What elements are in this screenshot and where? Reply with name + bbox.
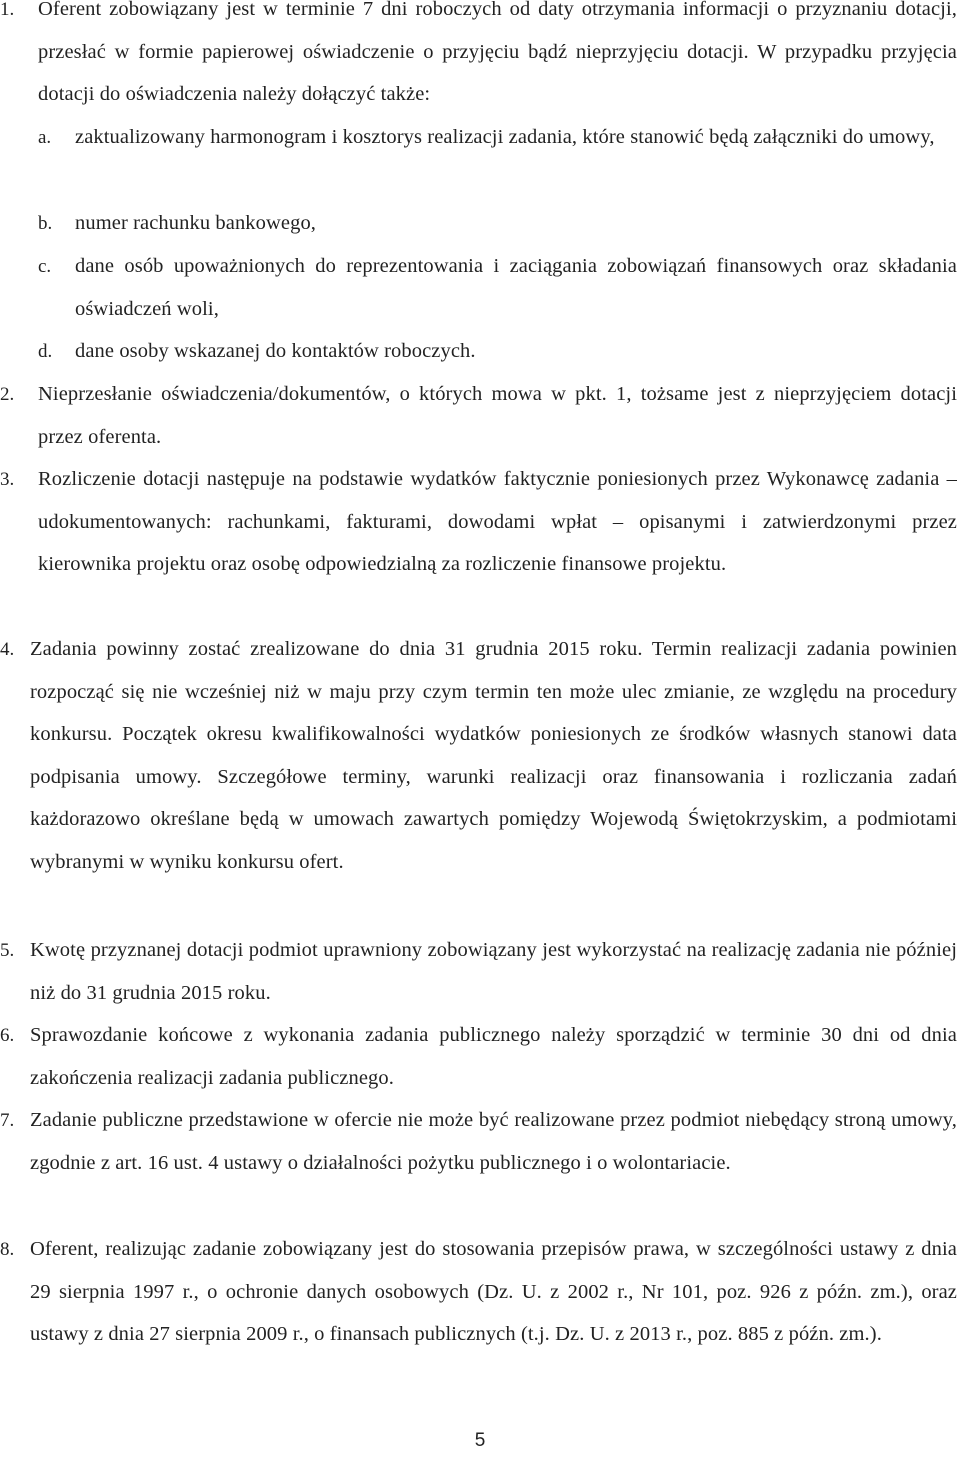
item-number: 2. [0,384,15,405]
item-text: Zadanie publiczne przedstawione w ofercie nie może być realizowane przez podmiot niebędący stroną umowy, zgodnie z art. 16 ust. 4 ustawy o działalności pożytku publicznego i o wolontariacie. [30,1109,957,1174]
item-text: Zadania powinny zostać zrealizowane do dnia 31 grudnia 2015 roku. Termin realizacji zadania powinien rozpocząć się nie wcześniej niż w maju przy czym termin ten może ulec zmianie, ze względu na procedury konkursu. Początek okresu kwalifikowalności wydatków poniesionych ze środków własnych stanowi data podpisania umowy. Szczegółowe terminy, warunki realizacji oraz finansowania i rozliczania zadań każdorazowo określane będą w umowach zawartych pomiędzy Wojewodą Świętokrzyskim, a podmiotami wybranymi w wyniku konkursu ofert. [30,638,957,873]
item-text: Kwotę przyznanej dotacji podmiot uprawniony zobowiązany jest wykorzystać na realizację zadania nie później niż do 31 grudnia 2015 roku. [30,939,957,1004]
item-letter: d. [38,341,53,362]
item-text: dane osoby wskazanej do kontaktów roboczych. [75,340,476,362]
item-text: Rozliczenie dotacji następuje na podstawie wydatków faktycznie poniesionych przez Wykonawcę zadania – udokumentowanych: rachunkami, fakturami, dowodami wpłat – opisanymi i zatwierdzonymi przez kierownika projektu oraz osobę odpowiedzialną za rozliczenie finansowe projektu. [38,468,957,576]
item-number: 1. [0,0,15,20]
item-number: 3. [0,469,15,490]
item-text: Sprawozdanie końcowe z wykonania zadania publicznego należy sporządzić w terminie 30 dni od dnia zakończenia realizacji zadania publicznego. [30,1024,957,1089]
item-text: numer rachunku bankowego, [75,212,317,234]
item-letter: a. [38,127,52,148]
item-letter: b. [38,213,53,234]
item-number: 6. [0,1025,15,1046]
item-text: zaktualizowany harmonogram i kosztorys realizacji zadania, które stanowić będą załączniki do umowy, [75,126,935,148]
item-text: Oferent zobowiązany jest w terminie 7 dni roboczych od daty otrzymania informacji o przyznaniu dotacji, przesłać w formie papierowej oświadczenie o przyjęciu bądź nieprzyjęciu dotacji. W przypadku przyjęcia dotacji do oświadczenia należy dołączyć także: [38,0,957,106]
item-letter: c. [38,256,52,277]
item-number: 7. [0,1110,15,1131]
page-number: 5 [474,1430,486,1451]
item-text: Nieprzesłanie oświadczenia/dokumentów, o których mowa w pkt. 1, tożsame jest z nieprzyjęciem dotacji przez oferenta. [38,383,957,448]
item-number: 4. [0,639,15,660]
item-number: 8. [0,1239,15,1260]
item-text: Oferent, realizując zadanie zobowiązany jest do stosowania przepisów prawa, w szczególności ustawy z dnia 29 sierpnia 1997 r., o ochronie danych osobowych (Dz. U. z 2002 r., Nr 101, poz. 926 z późn. zm.), oraz ustawy z dnia 27 sierpnia 2009 r., o finansach publicznych (t.j. Dz. U. z 2013 r., poz. 885 z późn. zm.). [30,1238,957,1346]
item-number: 5. [0,940,15,961]
item-text: dane osób upoważnionych do reprezentowania i zaciągania zobowiązań finansowych oraz składania oświadczeń woli, [75,255,957,320]
